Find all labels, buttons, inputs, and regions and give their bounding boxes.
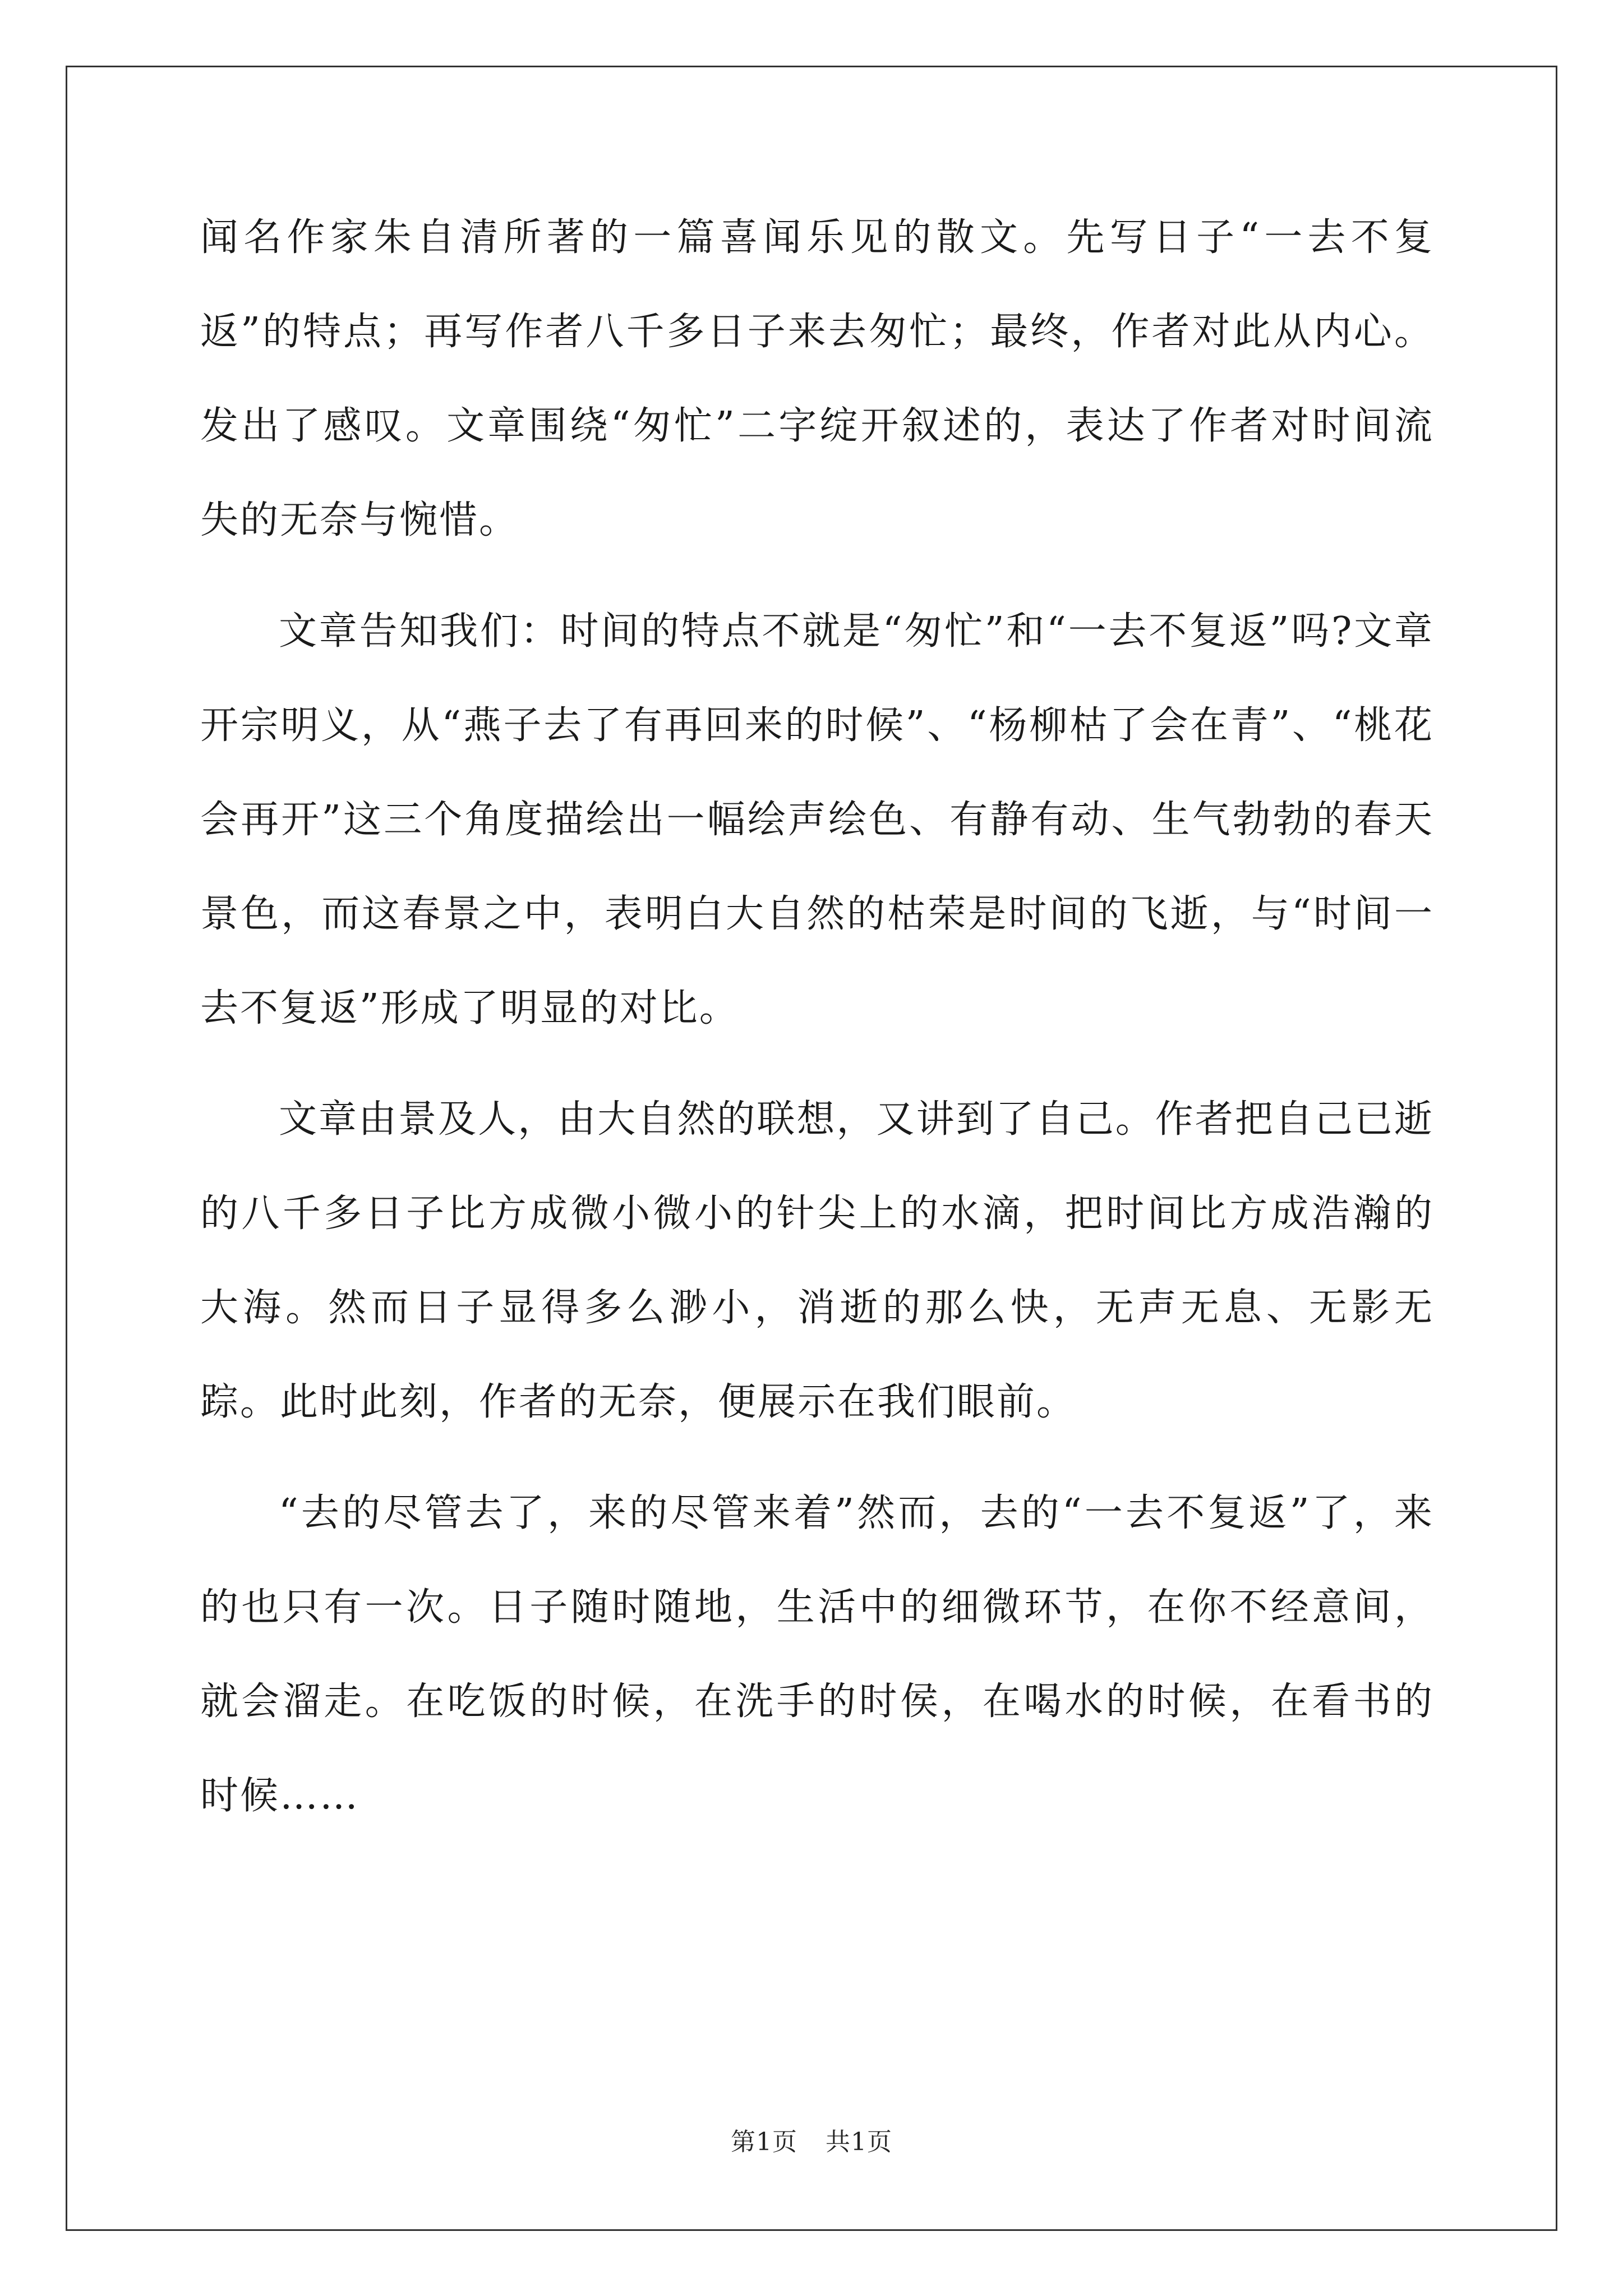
document-body — [200, 191, 1434, 1860]
page-count: 共1页 — [826, 2128, 892, 2156]
page-footer — [0, 2122, 1623, 2157]
paragraph: “去的尽管去了，来的尽管来着”然而，去的“一去不复返”了，来的也只有一次。日子随时随地，生活中的细微环节，在你不经意间，就会溜走。在吃饭的时候，在洗手的时侯，在喝水的时候，在看书的时候…… — [200, 1491, 1434, 1818]
page-number: 第1页 — [731, 2128, 797, 2156]
paragraph: 文章告知我们：时间的特点不就是“匆忙”和“一去不复返”吗?文章开宗明义，从“燕子去了有再回来的时候”、“杨柳枯了会在青”、“桃花会再开”这三个角度描绘出一幅绘声绘色、有静有动、生气勃勃的春天景色，而这春景之中，表明白大自然的枯荣是时间的飞逝，与“时间一去不复返”形成了明显的对比。 — [200, 609, 1434, 1030]
paragraph: 文章由景及人，由大自然的联想，又讲到了自己。作者把自己已逝的八千多日子比方成微小微小的针尖上的水滴，把时间比方成浩瀚的大海。然而日子显得多么渺小，消逝的那么快，无声无息、无影无踪。此时此刻，作者的无奈，便展示在我们眼前。 — [200, 1097, 1434, 1424]
paragraph: 闻名作家朱自清所著的一篇喜闻乐见的散文。先写日子“一去不复返”的特点；再写作者八千多日子来去匆忙；最终，作者对此从内心。发出了感叹。文章围绕“匆忙”二字绽开叙述的，表达了作者对时间流失的无奈与惋惜。 — [200, 215, 1434, 542]
